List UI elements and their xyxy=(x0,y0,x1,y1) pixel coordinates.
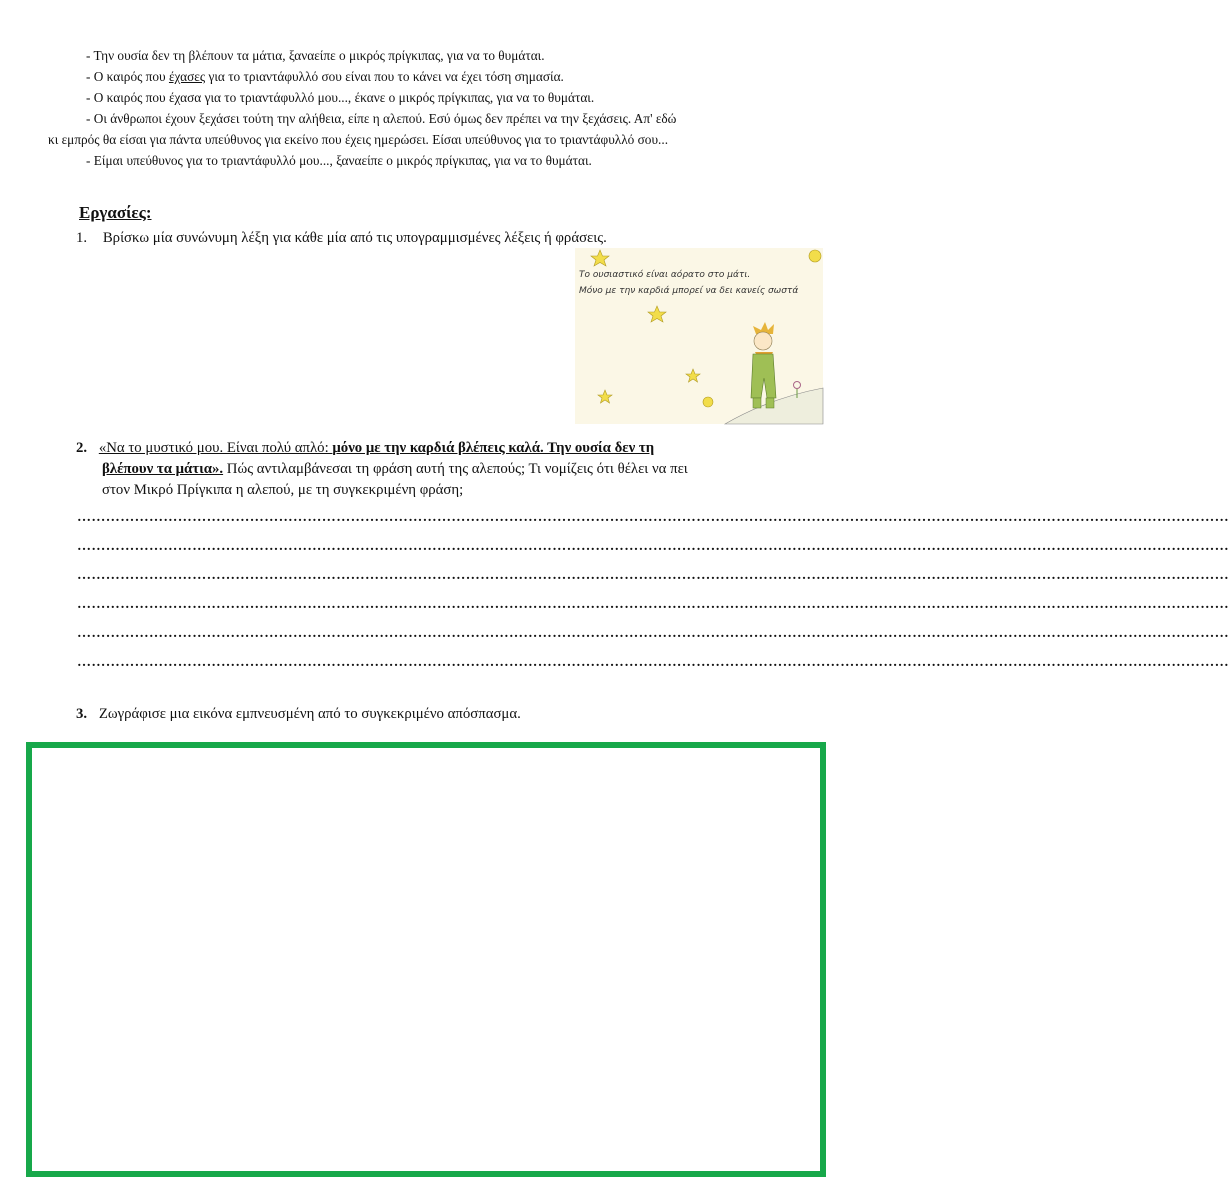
passage-line-6: - Είμαι υπεύθυνος για το τριαντάφυλλό μου..., ξαναείπε ο μικρός πρίγκιπας, για να το θυμάται. xyxy=(86,153,592,168)
answer-line[interactable]: …………………………………………………………………………………………………………………………………………………………………………………………………………………… xyxy=(77,626,1229,641)
moon-icon xyxy=(809,250,821,262)
star-icon xyxy=(648,306,666,322)
answer-line[interactable]: …………………………………………………………………………………………………………………………………………………………………………………………………………………… xyxy=(77,597,1229,612)
passage-text: για το τριαντάφυλλό σου είναι που το κάνει να έχει τόση σημασία. xyxy=(205,69,564,84)
passage-line-2 xyxy=(86,68,564,86)
answer-line[interactable]: …………………………………………………………………………………………………………………………………………………………………………………………………………………… xyxy=(77,655,1229,670)
task-3 xyxy=(76,704,521,724)
planet-icon xyxy=(703,397,713,407)
quote-bold: μόνο με την καρδιά βλέπεις καλά. Την ουσία δεν τη xyxy=(332,440,655,456)
task-2-quote xyxy=(99,440,654,456)
passage-line-4: - Οι άνθρωποι έχουν ξεχάσει τούτη την αλήθεια, είπε η αλεπού. Εσύ όμως δεν πρέπει να την ξεχάσεις. Απ' εδώ xyxy=(86,111,677,126)
illustration-drawing xyxy=(575,248,823,424)
task-2-line-1 xyxy=(76,438,654,458)
drawing-area[interactable] xyxy=(26,742,826,1177)
passage-line-1: - Την ουσία δεν τη βλέπουν τα μάτια, ξαναείπε ο μικρός πρίγκιπας, για να το θυμάται. xyxy=(86,48,545,63)
tasks-heading: Εργασίες: xyxy=(79,203,152,222)
illustration-caption-1: Το ουσιαστικό είναι αόρατο στο μάτι. xyxy=(579,270,751,280)
star-icon xyxy=(598,390,612,403)
task-2-line-2 xyxy=(102,459,688,479)
task-2-question: Πώς αντιλαμβάνεσαι τη φράση αυτή της αλεπούς; Τι νομίζεις ότι θέλει να πει xyxy=(223,461,688,477)
quote-plain: «Να το μυστικό μου. Είναι πολύ απλό: xyxy=(98,440,333,456)
task-3-number: 3. xyxy=(76,706,88,722)
task-1-number: 1. xyxy=(76,230,88,246)
answer-line[interactable]: …………………………………………………………………………………………………………………………………………………………………………………………………………………… xyxy=(77,539,1229,554)
passage-line-5: κι εμπρός θα είσαι για πάντα υπεύθυνος για εκείνο που έχεις ημερώσει. Είσαι υπεύθυνος για το τριαντάφυλλό σου... xyxy=(48,132,669,147)
answer-line[interactable]: …………………………………………………………………………………………………………………………………………………………………………………………………………………… xyxy=(77,568,1229,583)
answer-line[interactable]: …………………………………………………………………………………………………………………………………………………………………………………………………………………… xyxy=(77,510,1229,525)
task-3-text: Ζωγράφισε μια εικόνα εμπνευσμένη από το συγκεκριμένο απόσπασμα. xyxy=(98,706,521,722)
star-icon xyxy=(591,250,609,266)
star-icon xyxy=(686,369,700,382)
quote-bold-end: βλέπουν τα μάτια». xyxy=(102,461,224,477)
passage-line-3: - Ο καιρός που έχασα για το τριαντάφυλλό μου..., έκανε ο μικρός πρίγκιπας, για να το θυμάται. xyxy=(86,90,595,105)
little-prince-illustration xyxy=(575,248,823,424)
task-2-line-3: στον Μικρό Πρίγκιπα η αλεπού, με τη συγκεκριμένη φράση; xyxy=(102,482,464,498)
passage-text: - Ο καιρός που xyxy=(86,69,169,84)
flower-icon xyxy=(794,382,801,389)
illustration-caption-2: Μόνο με την καρδιά μπορεί να δει κανείς σωστά xyxy=(579,286,799,296)
little-prince-figure xyxy=(751,322,776,408)
task-2-number: 2. xyxy=(76,440,88,456)
underlined-word: έχασες xyxy=(168,69,206,84)
task-1 xyxy=(76,228,607,248)
task-1-text: Βρίσκω μία συνώνυμη λέξη για κάθε μία από τις υπογραμμισμένες λέξεις ή φράσεις. xyxy=(102,230,607,246)
